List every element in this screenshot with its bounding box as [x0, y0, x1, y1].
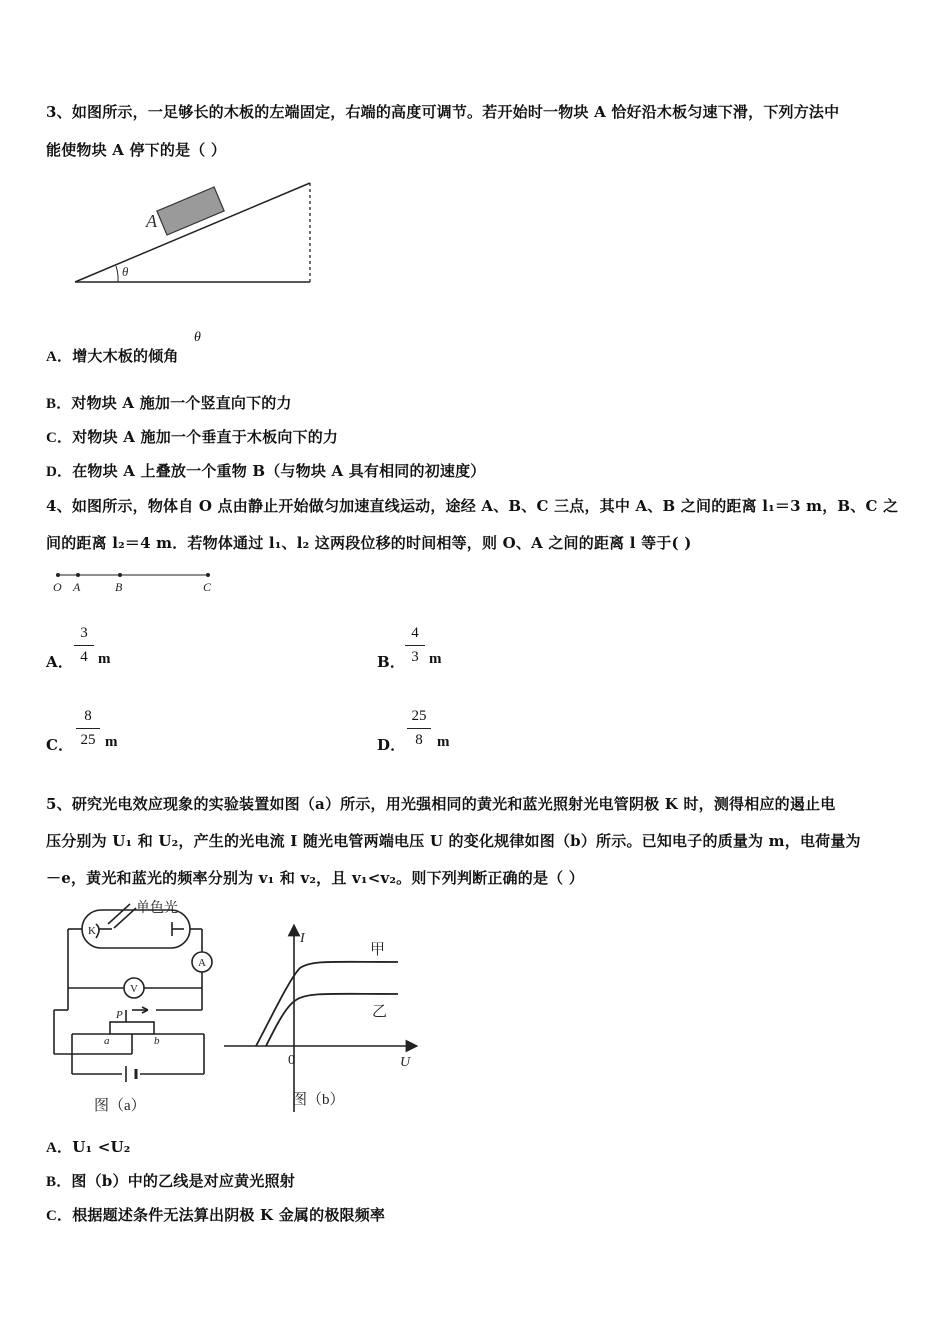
q4-line-figure	[46, 566, 226, 596]
q5-option-b-label: B．	[46, 1174, 72, 1190]
q5-label-a: a	[104, 1035, 110, 1047]
q5-option-a-text: U₁ <U₂	[72, 1138, 131, 1156]
q3-option-c-label: C．	[46, 430, 73, 446]
q3-option-a-theta: θ	[194, 330, 202, 345]
q4-point-b	[118, 573, 122, 577]
q4-option-d-unit: m	[437, 734, 450, 750]
q5-label-jia: 甲	[370, 942, 386, 958]
q4-label-a: A	[73, 580, 81, 594]
q4-option-c-unit: m	[105, 734, 118, 750]
q4-option-c-numerator: 8	[84, 708, 92, 724]
q5-label-voltmeter: V	[130, 983, 138, 995]
q3-stem-line1: 3、如图所示，一足够长的木板的左端固定，右端的高度可调节。若开始时一物块 A 恰好沿木板匀速下滑，下列方法中	[46, 103, 840, 121]
q4-label-b: B	[115, 580, 123, 594]
q3-stem-line2: 能使物块 A 停下的是（ ）	[46, 141, 227, 159]
q5-option-b-text: 图（b）中的乙线是对应黄光照射	[71, 1172, 295, 1190]
q4-option-b-numerator: 4	[411, 625, 419, 641]
q5-label-k: K	[88, 925, 96, 937]
q5-stem-line3: －e，黄光和蓝光的频率分别为 v₁ 和 v₂，且 v₁<v₂。则下列判断正确的是（ ）	[46, 869, 584, 887]
q3-option-a	[46, 345, 179, 366]
q5-origin: 0	[288, 1053, 295, 1068]
q5-label-yi: 乙	[372, 1004, 388, 1020]
q3-option-b-label: B．	[46, 396, 72, 412]
q4-option-a-denominator: 4	[80, 649, 88, 665]
q3-option-d-text: 在物块 A 上叠放一个重物 B（与物块 A 具有相同的初速度）	[72, 462, 486, 480]
q5-caption-a: 图（a）	[94, 1098, 146, 1114]
q4-option-c-label: C．	[46, 736, 74, 754]
q4-option-b-label: B．	[377, 653, 406, 671]
q3-option-d	[46, 460, 486, 481]
q5-axis-u: U	[400, 1055, 411, 1070]
q4-option-d-fraction	[407, 708, 431, 749]
q5-caption-b: 图（b）	[292, 1092, 345, 1108]
q4-point-c	[206, 573, 210, 577]
q3-option-b	[46, 392, 292, 413]
q3-block-a	[157, 187, 224, 235]
q4-option-d-denominator: 8	[415, 732, 423, 748]
q3-option-b-text: 对物块 A 施加一个竖直向下的力	[71, 394, 292, 412]
q4-option-a-unit: m	[98, 651, 111, 667]
q4-label-c: C	[203, 580, 212, 594]
q4-label-o: O	[53, 580, 62, 594]
q5-label-p: P	[116, 1009, 123, 1021]
q3-block-label: A	[146, 211, 157, 231]
q4-option-b-fraction	[405, 625, 425, 666]
q4-option-b-denominator: 3	[411, 649, 419, 665]
q4-stem-line2: 间的距离 l₂＝4 m．若物体通过 l₁、l₂ 这两段位移的时间相等，则 O、A 之间的距离 l 等于( )	[46, 534, 692, 552]
q3-option-a-text: 增大木板的倾角	[72, 347, 179, 365]
q5-circuit-figure	[44, 898, 224, 1120]
q3-option-c	[46, 426, 338, 447]
q5-axis-i: I	[300, 931, 305, 946]
q5-option-b	[46, 1170, 295, 1191]
q5-label-ammeter: A	[198, 957, 206, 969]
q4-option-b-unit: m	[429, 651, 442, 667]
q4-option-a-label: A．	[46, 653, 74, 671]
q5-option-a-label: A．	[46, 1140, 73, 1156]
q4-point-a	[76, 573, 80, 577]
q4-option-d-numerator: 25	[411, 708, 427, 724]
q5-option-a	[46, 1136, 131, 1157]
q5-label-b: b	[154, 1035, 160, 1047]
q5-stem-line2: 压分别为 U₁ 和 U₂，产生的光电流 I 随光电管两端电压 U 的变化规律如图（b）所示。已知电子的质量为 m，电荷量为	[46, 832, 861, 850]
q5-stem-line1: 5、研究光电效应现象的实验装置如图（a）所示，用光强相同的黄光和蓝光照射光电管阴极 K 时，测得相应的遏止电	[46, 795, 836, 813]
q5-option-c-text: 根据题述条件无法算出阴极 K 金属的极限频率	[72, 1206, 386, 1224]
q4-option-d-label: D．	[377, 736, 406, 754]
q4-option-c-denominator: 25	[80, 732, 96, 748]
q3-option-c-text: 对物块 A 施加一个垂直于木板向下的力	[72, 428, 339, 446]
q4-stem-line1: 4、如图所示，物体自 O 点由静止开始做匀加速直线运动，途经 A、B、C 三点，其中 A、B 之间的距离 l₁＝3 m，B、C 之	[46, 497, 899, 515]
q3-incline-figure	[60, 175, 330, 295]
q5-option-c-label: C．	[46, 1208, 73, 1224]
q3-angle-label: θ	[122, 264, 129, 279]
q3-option-a-label: A．	[46, 349, 73, 365]
q4-option-a-fraction	[74, 625, 94, 666]
q5-label-light: 单色光	[136, 901, 178, 916]
q5-option-c	[46, 1204, 385, 1225]
q4-option-a-numerator: 3	[80, 625, 88, 641]
q4-point-o	[56, 573, 60, 577]
q4-option-c-fraction	[76, 708, 100, 749]
q3-option-d-label: D．	[46, 464, 73, 480]
q5-iu-graph	[220, 920, 420, 1116]
